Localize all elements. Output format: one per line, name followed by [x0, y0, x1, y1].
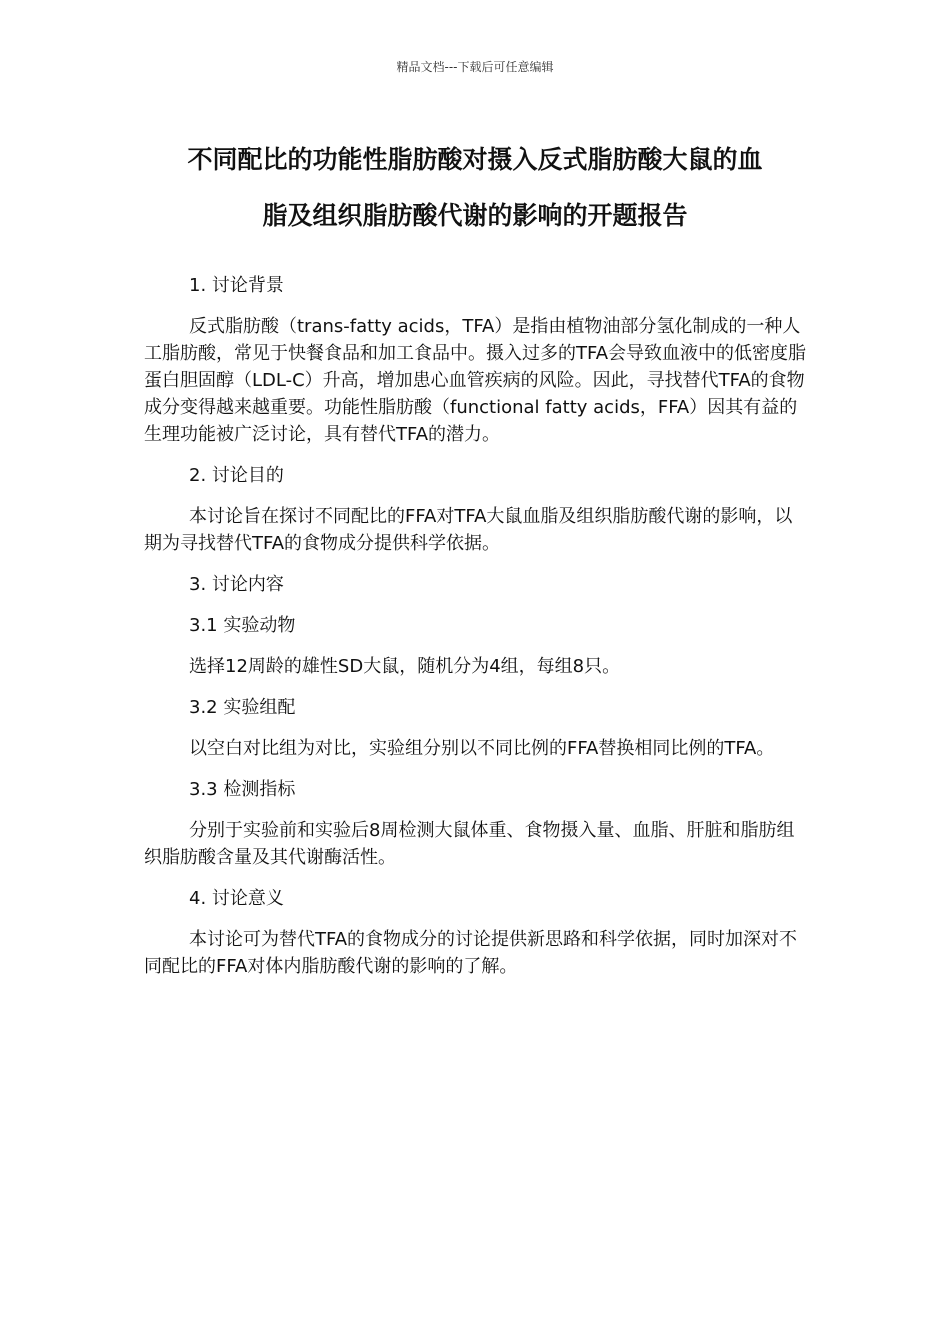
header-note: 精品文档---下载后可任意编辑 [396, 60, 554, 74]
paragraph-indicators: 分别于实验前和实验后8周检测大鼠体重、食物摄入量、血脂、肝脏和脂肪组织脂肪酸含量及其代谢酶活性。 [144, 820, 795, 868]
section-heading-purpose: 2. 讨论目的 [189, 465, 284, 486]
subsection-heading-animals: 3.1 实验动物 [189, 615, 296, 636]
paragraph-significance: 本讨论可为替代TFA的食物成分的讨论提供新思路和科学依据，同时加深对不同配比的FFA对体内脂肪酸代谢的影响的了解。 [144, 929, 798, 977]
subsection-heading-indicators: 3.3 检测指标 [189, 779, 296, 800]
paragraph-animals: 选择12周龄的雄性SD大鼠，随机分为4组，每组8只。 [189, 656, 621, 677]
section-heading-background: 1. 讨论背景 [189, 275, 284, 296]
document-title-line-2: 脂及组织脂肪酸代谢的影响的开题报告 [262, 201, 688, 230]
paragraph-purpose: 本讨论旨在探讨不同配比的FFA对TFA大鼠血脂及组织脂肪酸代谢的影响，以期为寻找替代TFA的食物成分提供科学依据。 [144, 506, 793, 554]
section-heading-content: 3. 讨论内容 [189, 574, 284, 595]
paragraph-background: 反式脂肪酸（trans-fatty acids，TFA）是指由植物油部分氢化制成的一种人工脂肪酸，常见于快餐食品和加工食品中。摄入过多的TFA会导致血液中的低密度脂蛋白胆固醇（LDL-C）升高，增加患心血管疾病的风险。因此，寻找替代TFA的食物成分变得越来越重要。功能性脂肪酸（functional fatty acids，FFA）因其有益的生理功能被广泛讨论，具有替代TFA的潜力。 [144, 316, 807, 445]
document-body [144, 272, 810, 994]
document-title-line-1: 不同配比的功能性脂肪酸对摄入反式脂肪酸大鼠的血 [187, 145, 763, 174]
subsection-heading-groups: 3.2 实验组配 [189, 697, 296, 718]
paragraph-groups: 以空白对比组为对比，实验组分别以不同比例的FFA替换相同比例的TFA。 [189, 738, 775, 759]
section-heading-significance: 4. 讨论意义 [189, 888, 284, 909]
